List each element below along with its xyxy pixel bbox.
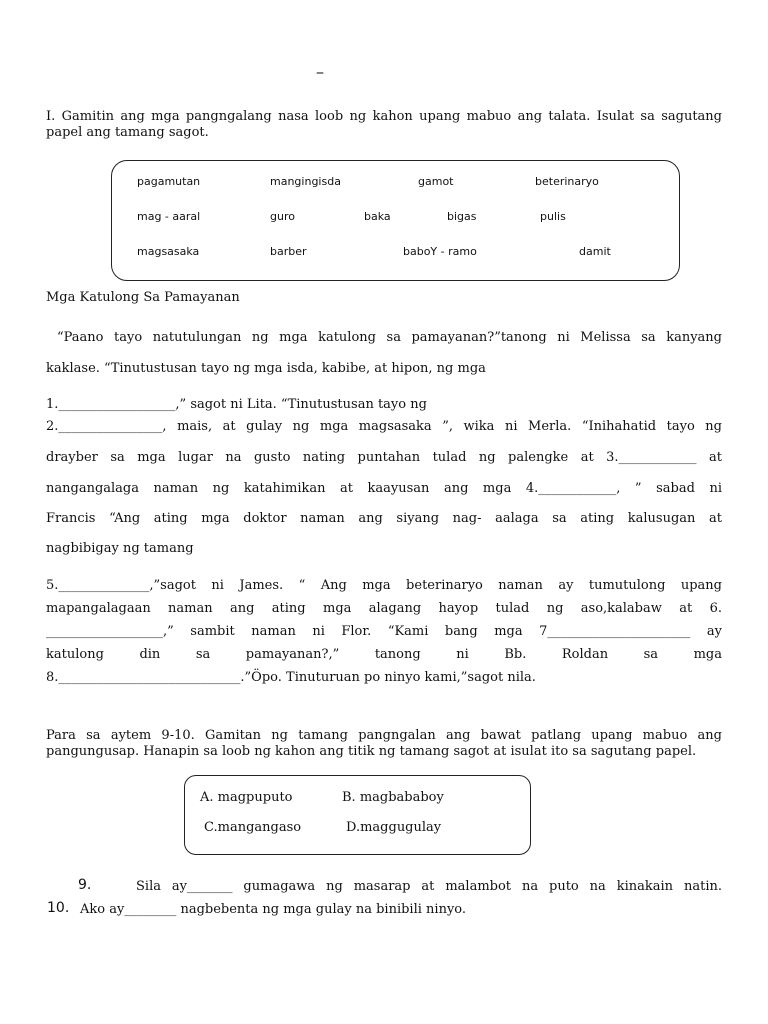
story-line: katulong din sa pamayanan?,” tanong ni Bb. Roldan sa mga <box>46 647 722 662</box>
word-bank-item: mangingisda <box>270 175 341 188</box>
word-bank-item: pagamutan <box>137 175 201 188</box>
instructions-part-2: Para sa aytem 9-10. Gamitan ng tamang pangngalan ang bawat patlang upang mabuo ang pangungusap. Hanapin sa loob ng kahon ang titik ng tamang sagot at isulat ito sa sagutang papel. <box>46 728 722 759</box>
question-10-text: Ako ay________ nagbebenta ng mga gulay na binibili ninyo. <box>80 902 467 917</box>
story-line: 8.____________________________.”Öpo. Tinuturuan po ninyo kami,”sagot nila. <box>46 670 536 685</box>
word-bank-item: beterinaryo <box>535 175 599 188</box>
story-line: Francis “Ang ating mga doktor naman ang siyang nag- aalaga sa ating kalusugan at <box>46 511 722 526</box>
word-bank-item: mag - aaral <box>137 210 201 223</box>
question-10-number: 10. <box>47 900 70 916</box>
word-bank-item: barber <box>270 245 307 258</box>
question-9-number: 9. <box>78 877 92 893</box>
story-line: “Paano tayo natutulungan ng mga katulong sa pamayanan?”tanong ni Melissa sa kanyang <box>57 330 722 345</box>
word-bank-item: damit <box>579 245 611 258</box>
word-bank-item: gamot <box>418 175 454 188</box>
word-bank-item: pulis <box>540 210 566 223</box>
word-bank-item: guro <box>270 210 295 223</box>
instructions-part-1: I. Gamitin ang mga pangngalang nasa loob ng kahon upang mabuo ang talata. Isulat sa sagutang papel ang tamang sagot. <box>46 109 722 140</box>
word-bank-item: bigas <box>447 210 477 223</box>
choices-box <box>184 775 531 855</box>
header-dash: – <box>316 62 324 81</box>
story-line: drayber sa mga lugar na gusto nating puntahan tulad ng palengke at 3.____________ at <box>46 450 722 465</box>
choice-d: D.maggugulay <box>346 820 442 835</box>
story-line: 1.__________________,” sagot ni Lita. “Tinutustusan tayo ng <box>46 397 427 412</box>
story-line: nagbibigay ng tamang <box>46 541 194 556</box>
story-line: kaklase. “Tinutustusan tayo ng mga isda, kabibe, at hipon, ng mga <box>46 361 486 376</box>
word-bank-item: magsasaka <box>137 245 200 258</box>
story-line: mapangalagaan naman ang ating mga alagang hayop tulad ng aso,kalabaw at 6. <box>46 601 722 616</box>
choice-b: B. magbababoy <box>342 790 444 805</box>
story-line: 2.________________, mais, at gulay ng mga magsasaka ”, wika ni Merla. “Inihahatid tayo ng <box>46 419 722 434</box>
question-9-text: Sila ay_______ gumagawa ng masarap at malambot na puto na kinakain natin. <box>136 879 722 894</box>
word-bank-item: baka <box>364 210 391 223</box>
story-line: 5.______________,”sagot ni James. “ Ang mga beterinaryo naman ay tumutulong upang <box>46 578 722 593</box>
choice-c: C.mangangaso <box>204 820 302 835</box>
story-title: Mga Katulong Sa Pamayanan <box>46 290 240 305</box>
story-line: __________________,” sambit naman ni Flor. “Kami bang mga 7______________________ ay <box>46 624 722 639</box>
story-line: nangangalaga naman ng katahimikan at kaayusan ang mga 4.____________, ” sabad ni <box>46 481 722 496</box>
word-bank-item: baboY - ramo <box>403 245 477 258</box>
choice-a: A. magpuputo <box>200 790 293 805</box>
